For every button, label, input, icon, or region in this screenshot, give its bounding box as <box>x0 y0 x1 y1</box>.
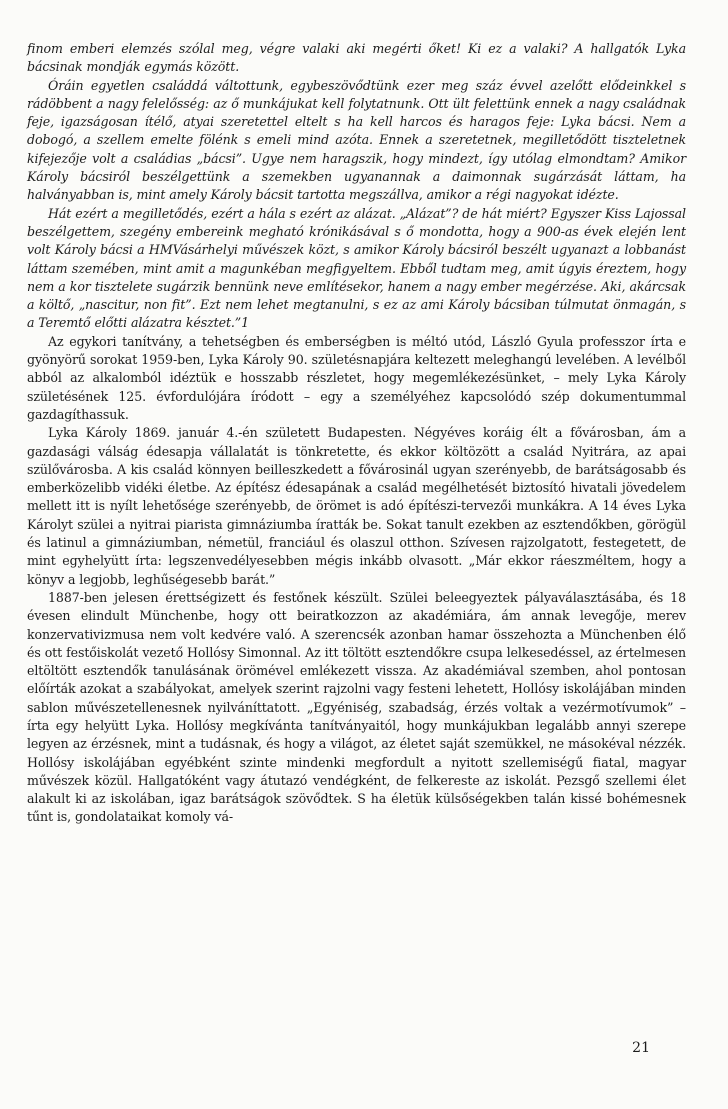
quote-paragraph-2: Óráin egyetlen családdá váltottunk, egybeszövődtünk ezer meg száz évvel azelőtt elődeinkkel s rádöbbent a nagy felelősség: az ő munkájukat kell folytatnunk. Ott ült felettünk ennek a nagy családnak feje, igazságosan ítélő, atyai szeretettel eltelt s ha kell harcos és haragos feje: Lyka bácsi. Nem a dobogó, a szellem emelte fölénk s emeli mind azóta. Ennek a szeretetnek, megilletődött tiszteletnek kifejezője volt a családias „bácsi”. Ugye nem haragszik, hogy mindezt, így utólag elmondtam? Amikor Károly bácsiról beszélgettünk a szemekben ugyanannak a daimonnak sugárzását láttam, ha halványabban is, mint amely Károly bácsit tartotta megszállva, amikor a régi nagyokat idézte. <box>27 77 686 203</box>
page-number: 21 <box>632 1040 650 1056</box>
body-paragraph-2: Lyka Károly 1869. január 4.-én született Budapesten. Négyéves koráig élt a fővárosban, ám a gazdasági válság édesapja vállalatát is tönkretette, és ekkor költözött a család Nyitrára, az apai szülővárosba. A kis család könnyen beilleszkedett a fővárosinál ugyan szerényebb, de barátságosabb és emberközelibb vidéki életbe. Az építész édesapának a család megélhetését biztosító hivatali jövedelem mellett itt is nyílt lehetősége szerényebb, de örömet is adó építészi-tervezői munkákra. A 14 éves Lyka Károlyt szülei a nyitrai piarista gimnáziumba íratták be. Sokat tanult ezekben az esztendőkben, görögül és latinul a gimnáziumban, németül, franciául és olaszul otthon. Szívesen rajzolgatott, festegetett, de mint egyhelyütt írta: legszenvedélyesebben mégis inkább olvasott. „Már ekkor ráeszméltem, hogy a könyv a legjobb, leghűségesebb barát.” <box>27 425 686 587</box>
body-text <box>27 40 686 827</box>
quote-paragraph-3: Hát ezért a megilletődés, ezért a hála s ezért az alázat. „Alázat”? de hát miért? Egyszer Kiss Lajossal beszélgettem, szegény embereink megható krónikásával s ő mondotta, hogy a 900-as évek elején lent volt Károly bácsi a HMVásárhelyi művészek közt, s amikor Károly bácsiról beszélt ugyanazt a lobbanást láttam szemében, mint amit a magunkéban megfigyeltem. Ebből tudtam meg, amit úgyis éreztem, hogy nem a kor tisztelete sugárzik bennünk neve említésekor, hanem a nagy ember megérzése. Aki, akárcsak a költő, „nascitur, non fit”. Ezt nem lehet megtanulni, s ez az ami Károly bácsiban túlmutat önmagán, s a Teremtő előtti alázatra késztet.”1 <box>27 205 686 331</box>
body-paragraph-1: Az egykori tanítvány, a tehetségben és emberségben is méltó utód, László Gyula professzor írta e gyönyörű sorokat 1959-ben, Lyka Károly 90. születésnapjára keltezett meleghangú levelében. A levélből abból az alkalomból idéztük e hosszabb részletet, hogy megemlékezésünket, – mely Lyka Károly születésének 125. évfordulójára íródott – egy a személyéhez kapcsolódó szép dokumentummal gazdagíthassuk. <box>27 333 686 422</box>
body-paragraph-3: 1887-ben jelesen érettségizett és festőnek készült. Szülei beleegyeztek pályaválasztásába, és 18 évesen elindult Münchenbe, hogy ott beiratkozzon az akadémiára, ám annak levegője, merev konzervativizmusa nem volt kedvére való. A szerencsék azonban hamar összehozta a Münchenben élő és ott festőiskolát vezető Hollósy Simonnal. Az itt töltött esztendőkre csupa lelkesedéssel, az értelmesen eltöltött esztendők tanulásának örömével emlékezett vissza. Az akadémiával szemben, ahol pontosan előírták azokat a szabályokat, amelyek szerint rajzolni vagy festeni lehetett, Hollósy iskolájában minden sablon művészetellenesnek nyilváníttatott. „Egyéniség, szabadság, érzés voltak a vezérmotívumok” – írta egy helyütt Lyka. Hollósy megkívánta tanítványaitól, hogy munkájukban legalább annyi szerepe legyen az érzésnek, mint a tudásnak, és hogy a világot, az életet saját szemükkel, ne másokéval nézzék. Hollósy iskolájában egyébként szinte mindenki megfordult a nyitott szellemiségű fiatal, magyar művészek közül. Hallgatóként vagy átutazó vendégként, de felkereste az iskolát. Pezsgő szellemi élet alakult ki az iskolában, igaz barátságok szövődtek. S ha életük külsőségekben talán kissé bohémesnek tűnt is, gondolataikat komoly vá- <box>27 589 686 825</box>
quote-paragraph-1: finom emberi elemzés szólal meg, végre valaki aki megérti őket! Ki ez a valaki? A hallgatók Lyka bácsinak mondják egymás között. <box>27 41 686 75</box>
